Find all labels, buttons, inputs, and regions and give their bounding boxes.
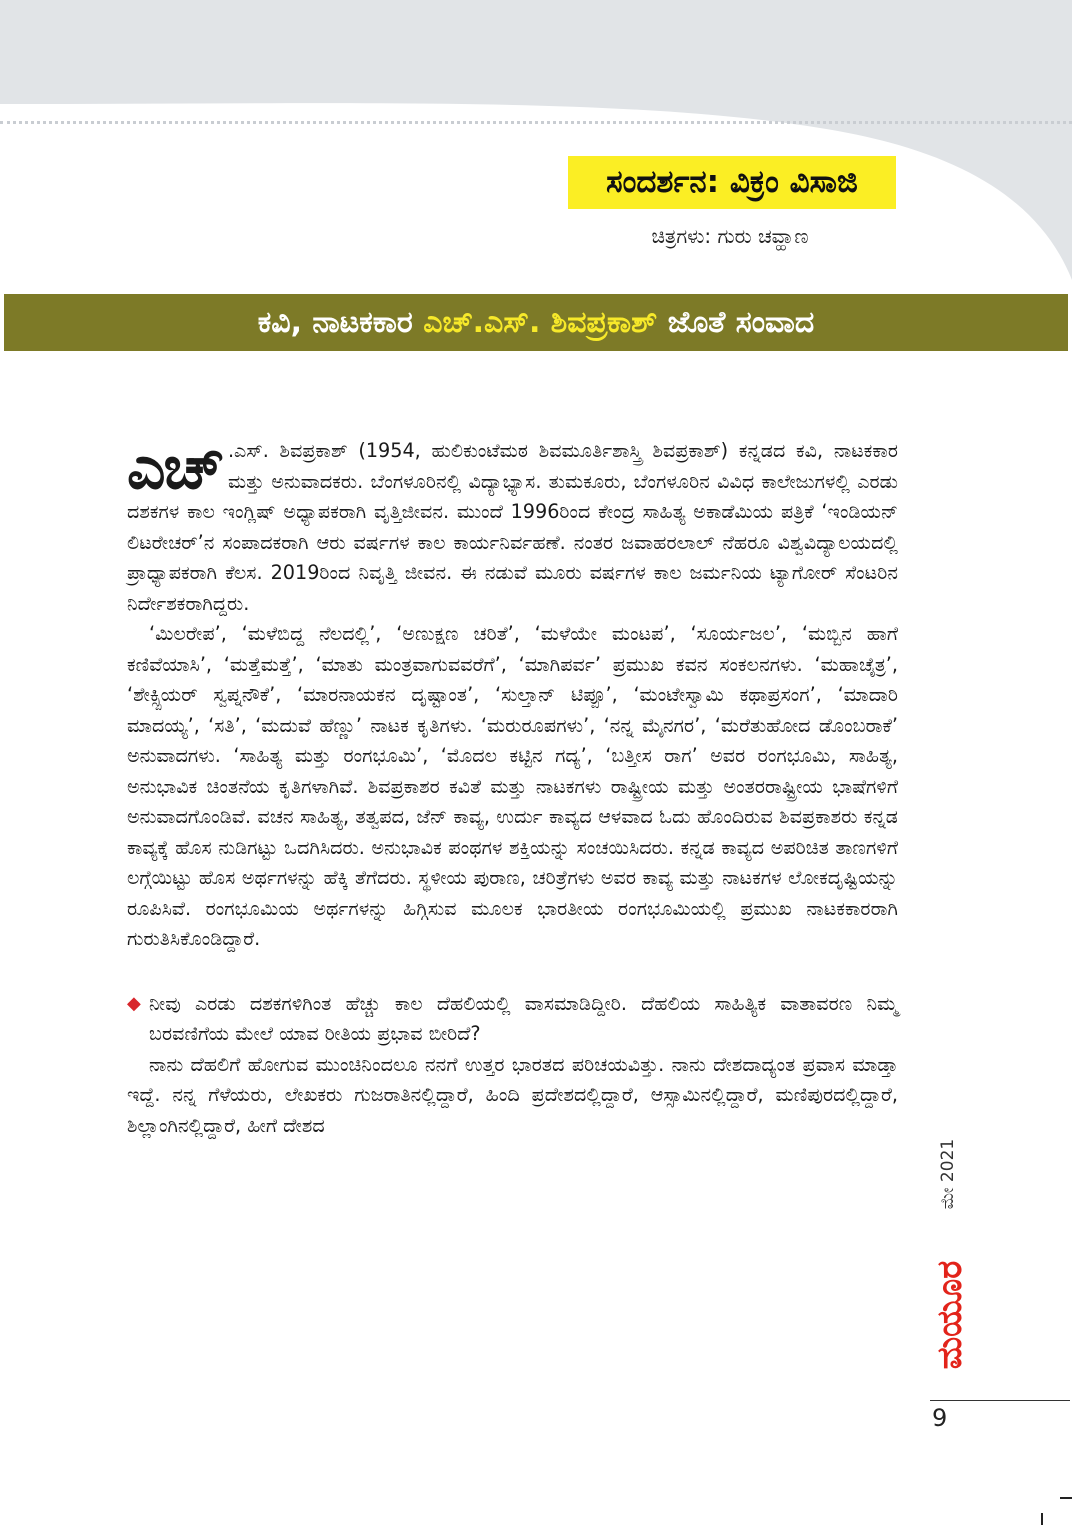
drop-cap: ಎಚ್ xyxy=(127,433,222,503)
interview-answer: ನಾನು ದೆಹಲಿಗೆ ಹೋಗುವ ಮುಂಚಿನಿಂದಲೂ ನನಗೆ ಉತ್ತರ ಭಾರತದ ಪರಿಚಯವಿತ್ತು. ನಾನು ದೇಶದಾದ್ಯಂತ ಪ್ರವಾಸ ಮಾಡ್ತಾ ಇದ್ದೆ. ನನ್ನ ಗೆಳೆಯರು, ಲೇಖಕರು ಗುಜರಾತಿನಲ್ಲಿದ್ದಾರೆ, ಹಿಂದಿ ಪ್ರದೇಶದಲ್ಲಿದ್ದಾರೆ, ಆಸ್ಸಾಮಿನಲ್ಲಿದ್ದಾರೆ, ಮಣಿಪುರದಲ್ಲಿದ್ದಾರೆ, ಶಿಲ್ಲಾಂಗಿನಲ್ಲಿದ್ದಾರೆ, ಹೀಗೆ ದೇಶದ xyxy=(127,1052,898,1137)
magazine-logo xyxy=(930,1240,970,1390)
headline-prefix: ಕವಿ, ನಾಟಕಕಾರ xyxy=(257,305,413,340)
header-swoosh-graphic xyxy=(0,0,1072,300)
page-number: 9 xyxy=(932,1404,948,1432)
magazine-logo-text: ಮಯೂರ xyxy=(930,1260,970,1370)
article-headline xyxy=(4,294,1068,351)
works-paragraph: ‘ಮಿಲರೇಪ’, ‘ಮಳೆಬಿದ್ದ ನೆಲದಲ್ಲಿ’, ‘ಅಣುಕ್ಷಣ ಚರಿತೆ’, ‘ಮಳೆಯೇ ಮಂಟಪ’, ‘ಸೂರ್ಯಜಲ’, ‘ಮಬ್ಬಿನ ಹಾಗೆ ಕಣಿವೆಯಾಸಿ’, ‘ಮತ್ತೆಮತ್ತೆ’, ‘ಮಾತು ಮಂತ್ರವಾಗುವವರೆಗೆ’, ‘ಮಾಗಿಪರ್ವ’ ಪ್ರಮುಖ ಕವನ ಸಂಕಲನಗಳು. ‘ಮಹಾಚೈತ್ರ’, ‘ಶೇಕ್ಸ್ಪಿಯರ್ ಸ್ವಪ್ನನೌಕೆ’, ‘ಮಾರನಾಯಕನ ದೃಷ್ಟಾಂತ’, ‘ಸುಲ್ತಾನ್ ಟಿಪ್ಪೂ’, ‘ಮಂಟೇಸ್ವಾಮಿ ಕಥಾಪ್ರಸಂಗ’, ‘ಮಾದಾರಿ ಮಾದಯ್ಯ’, ‘ಸತಿ’, ‘ಮದುವೆ ಹೆಣ್ಣು’ ನಾಟಕ ಕೃತಿಗಳು. ‘ಮರುರೂಪಗಳು’, ‘ನನ್ನ ಮೈನಗರ’, ‘ಮರೆತುಹೋದ ಡೊಂಬರಾಕೆ’ ಅನುವಾದಗಳು. ‘ಸಾಹಿತ್ಯ ಮತ್ತು ರಂಗಭೂಮಿ’, ‘ಮೊದಲ ಕಟ್ಟಿನ ಗದ್ಯ’, ‘ಬತ್ತೀಸ ರಾಗ’ ಅವರ ರಂಗಭೂಮಿ, ಸಾಹಿತ್ಯ, ಅನುಭಾವಿಕ ಚಿಂತನೆಯ ಕೃತಿಗಳಾಗಿವೆ. ಶಿವಪ್ರಕಾಶರ ಕವಿತೆ ಮತ್ತು ನಾಟಕಗಳು ರಾಷ್ಟ್ರೀಯ ಮತ್ತು ಅಂತರರಾಷ್ಟ್ರೀಯ ಭಾಷೆಗಳಿಗೆ ಅನುವಾದಗೊಂಡಿವೆ. ವಚನ ಸಾಹಿತ್ಯ, ತತ್ವಪದ, ಜೆನ್ ಕಾವ್ಯ, ಉರ್ದು ಕಾವ್ಯದ ಆಳವಾದ ಓದು ಹೊಂದಿರುವ ಶಿವಪ್ರಕಾಶರು ಕನ್ನಡ ಕಾವ್ಯಕ್ಕೆ ಹೊಸ ನುಡಿಗಟ್ಟು ಒದಗಿಸಿದರು. ಅನುಭಾವಿಕ ಪಂಥಗಳ ಶಕ್ತಿಯನ್ನು ಸಂಚಯಿಸಿದರು. ಕನ್ನಡ ಕಾವ್ಯದ ಅಪರಿಚಿತ ತಾಣಗಳಿಗೆ ಲಗ್ಗೆಯಿಟ್ಟು ಹೊಸ ಅರ್ಥಗಳನ್ನು ಹೆಕ್ಕಿ ತೆಗೆದರು. ಸ್ಥಳೀಯ ಪುರಾಣ, ಚರಿತ್ರೆಗಳು ಅವರ ಕಾವ್ಯ ಮತ್ತು ನಾಟಕಗಳ ಲೋಕದೃಷ್ಟಿಯನ್ನು ರೂಪಿಸಿವೆ. ರಂಗಭೂಮಿಯ ಅರ್ಥಗಳನ್ನು ಹಿಗ್ಗಿಸುವ ಮೂಲಕ ಭಾರತೀಯ ರಂಗಭೂಮಿಯಲ್ಲಿ ಪ್ರಮುಖ ನಾಟಕಕಾರರಾಗಿ ಗುರುತಿಸಿಕೊಂಡಿದ್ದಾರೆ. xyxy=(127,622,898,950)
photo-credit: ಚಿತ್ರಗಳು: ಗುರು ಚವ್ಹಾಣ xyxy=(651,224,809,248)
crop-mark-bottom-right-v xyxy=(1041,1513,1043,1525)
issue-date-label xyxy=(936,1124,960,1224)
page-number-rule xyxy=(930,1400,1070,1401)
article-body xyxy=(127,433,898,1141)
diamond-bullet-icon: ◆ xyxy=(127,992,141,1014)
interview-question xyxy=(127,989,898,1050)
intro-text: .ಎಸ್. ಶಿವಪ್ರಕಾಶ್ (1954, ಹುಲಿಕುಂಟೆಮಠ ಶಿವಮೂರ್ತಿಶಾಸ್ತ್ರಿ ಶಿವಪ್ರಕಾಶ್) ಕನ್ನಡದ ಕವಿ, ನಾಟಕಕಾರ ಮತ್ತು ಅನುವಾದಕರು. ಬೆಂಗಳೂರಿನಲ್ಲಿ ವಿದ್ಯಾಭ್ಯಾಸ. ತುಮಕೂರು, ಬೆಂಗಳೂರಿನ ವಿವಿಧ ಕಾಲೇಜುಗಳಲ್ಲಿ ಎರಡು ದಶಕಗಳ ಕಾಲ ಇಂಗ್ಲಿಷ್ ಅಧ್ಯಾಪಕರಾಗಿ ವೃತ್ತಿಜೀವನ. ಮುಂದೆ 1996ರಿಂದ ಕೇಂದ್ರ ಸಾಹಿತ್ಯ ಅಕಾಡೆಮಿಯ ಪತ್ರಿಕೆ ‘ಇಂಡಿಯನ್ ಲಿಟರೇಚರ್’ನ ಸಂಪಾದಕರಾಗಿ ಆರು ವರ್ಷಗಳ ಕಾಲ ಕಾರ್ಯನಿರ್ವಹಣೆ. ನಂತರ ಜವಾಹರಲಾಲ್ ನೆಹರೂ ವಿಶ್ವವಿದ್ಯಾಲಯದಲ್ಲಿ ಪ್ರಾಧ್ಯಾಪಕರಾಗಿ ಕೆಲಸ. 2019ರಿಂದ ನಿವೃತ್ತಿ ಜೀವನ. ಈ ನಡುವೆ ಮೂರು ವರ್ಷಗಳ ಕಾಲ ಜರ್ಮನಿಯ ಟ್ಯಾಗೋರ್ ಸೆಂಟರಿನ ನಿರ್ದೇಶಕರಾಗಿದ್ದರು. xyxy=(127,439,898,615)
intro-paragraph xyxy=(127,433,898,619)
crop-mark-bottom-right xyxy=(1060,1497,1072,1499)
headline-suffix: ಜೊತೆ ಸಂವಾದ xyxy=(667,305,815,340)
dotted-divider xyxy=(0,121,1072,124)
headline-highlight-name: ಎಚ್.ಎಸ್. ಶಿವಪ್ರಕಾಶ್ xyxy=(423,305,658,340)
issue-date-text: ಮೇ 2021 xyxy=(938,1138,959,1210)
question-text: ನೀವು ಎರಡು ದಶಕಗಳಿಗಿಂತ ಹೆಚ್ಚು ಕಾಲ ದೆಹಲಿಯಲ್ಲಿ ವಾಸಮಾಡಿದ್ದೀರಿ. ದೆಹಲಿಯ ಸಾಹಿತ್ಯಿಕ ವಾತಾವರಣ ನಿಮ್ಮ ಬರವಣಿಗೆಯ ಮೇಲೆ ಯಾವ ರೀತಿಯ ಪ್ರಭಾವ ಬೀರಿದೆ? xyxy=(149,991,898,1045)
interviewer-byline: ಸಂದರ್ಶನ: ವಿಕ್ರಂ ವಿಸಾಜಿ xyxy=(568,156,896,209)
